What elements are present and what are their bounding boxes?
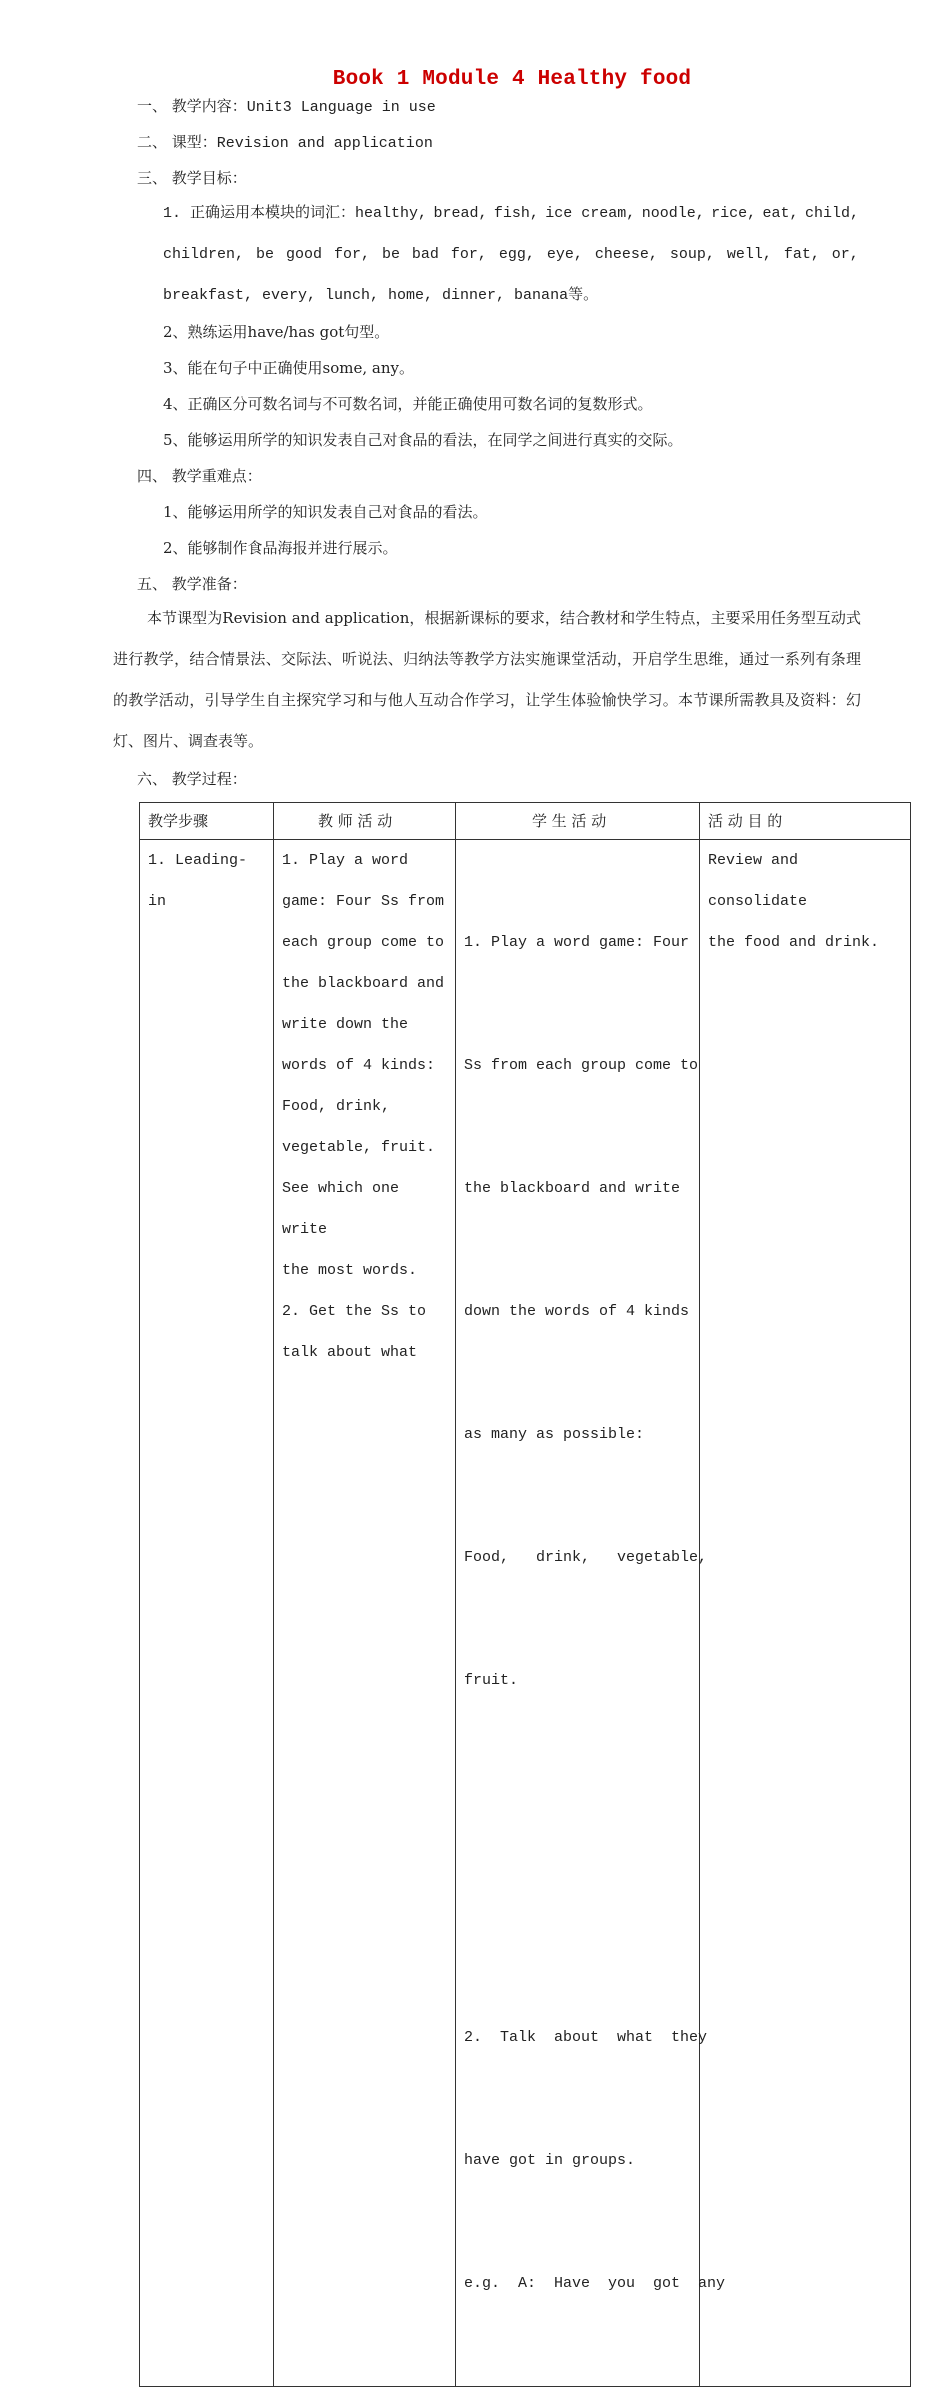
goal-5: 5、能够运用所学的知识发表自己对食品的看法，在同学之间进行真实的交际。 <box>163 431 683 449</box>
section-key-points-heading: 四、 教学重难点： <box>137 467 262 485</box>
goal-1-line-1 <box>163 204 859 224</box>
header-purpose: 活 动 目 的 <box>700 803 911 840</box>
goal-1-word: children, <box>163 246 245 263</box>
teacher-activity: 1. Play a word game: Four Ss from each group come to the blackboard and write down the words of 4 kinds: Food, drink, vegetable, fruit. See which one write the most words. 2. Get the Ss to talk about what <box>282 852 445 1361</box>
key-point-2: 2、能够制作食品海报并进行展示。 <box>163 539 398 557</box>
section-type-label: 二、 课型： <box>137 133 217 151</box>
goal-2: 2、熟练运用have/has got句型。 <box>163 323 390 341</box>
cell-teacher <box>274 840 456 2387</box>
goal-1-word: ice cream, <box>545 205 636 222</box>
table-header-row <box>140 803 911 840</box>
goal-1-word: or, <box>831 246 859 263</box>
cell-student <box>456 840 726 2387</box>
goal-1-word: soup, <box>669 246 715 263</box>
goal-1-word: eye, <box>546 246 583 263</box>
cell-step: 1. Leading-in <box>140 840 274 2387</box>
goal-1-word: well, <box>726 246 772 263</box>
goal-1-word: eat, <box>762 205 799 222</box>
process-table <box>139 802 911 2387</box>
goal-1-word: child, <box>804 205 859 222</box>
goal-3: 3、能在句子中正确使用some, any。 <box>163 359 414 377</box>
table-row <box>140 840 911 2387</box>
goal-1-word: be <box>381 246 400 263</box>
section-content-value: Unit3 Language in use <box>246 99 436 116</box>
section-type <box>137 132 433 154</box>
goal-1-line-2 <box>163 245 859 265</box>
goal-1-word: noodle, <box>641 205 705 222</box>
header-teacher: 教 师 活 动 <box>274 803 456 840</box>
section-content-label: 一、 教学内容： <box>137 97 247 115</box>
goal-1-word: rice, <box>711 205 757 222</box>
goal-1-word: fat, <box>783 246 820 263</box>
section-type-value: Revision and application <box>216 135 433 152</box>
goal-1-word: egg, <box>498 246 535 263</box>
section-content <box>137 96 436 118</box>
cell-purpose <box>700 840 911 2387</box>
page-title: Book 1 Module 4 Healthy food <box>332 68 692 91</box>
section-process-heading: 六、 教学过程： <box>137 770 247 788</box>
goal-1-word: for, <box>333 246 370 263</box>
section-preparation-heading: 五、 教学准备： <box>137 575 247 593</box>
key-point-1: 1、能够运用所学的知识发表自己对食品的看法。 <box>163 503 488 521</box>
goal-1-word: bread, <box>433 205 488 222</box>
goal-4: 4、正确区分可数名词与不可数名词，并能正确使用可数名词的复数形式。 <box>163 395 653 413</box>
activity-purpose: Review and consolidate the food and drink. <box>708 852 880 951</box>
goal-1-word: bad <box>411 246 439 263</box>
goal-1-word: good <box>285 246 322 263</box>
student-activity: 1. Play a word game: Four Ss from each group come to the blackboard and write down the words of 4 kinds as many as possible: Food, drink, vegetable, fruit. 2. Talk about what they have got in groups. e.g. A: Have you got any <box>464 934 726 2292</box>
header-student: 学 生 活 动 <box>456 803 700 840</box>
goal-1-word: be <box>255 246 274 263</box>
section-goals-heading: 三、 教学目标： <box>137 169 247 187</box>
goal-1-word: for, <box>450 246 487 263</box>
header-step: 教学步骤 <box>140 803 274 840</box>
goal-1-line-3: breakfast, every, lunch, home, dinner, banana等。 <box>163 287 599 304</box>
preparation-paragraph: 本节课型为Revision and application，根据新课标的要求，结合教材和学生特点，主要采用任务型互动式进行教学，结合情景法、交际法、听说法、归纳法等教学方法实施课堂活动，开启学生思维，通过一系列有条理的教学活动，引导学生自主探究学习和与他人互动合作学习，让学生体验愉快学习。本节课所需教具及资料：幻灯、图片、调查表等。 <box>113 609 861 750</box>
goal-1-word: cheese, <box>594 246 658 263</box>
goal-1-word: 1. 正确运用本模块的词汇：healthy, <box>163 205 428 222</box>
goal-1-word: fish, <box>493 205 539 222</box>
